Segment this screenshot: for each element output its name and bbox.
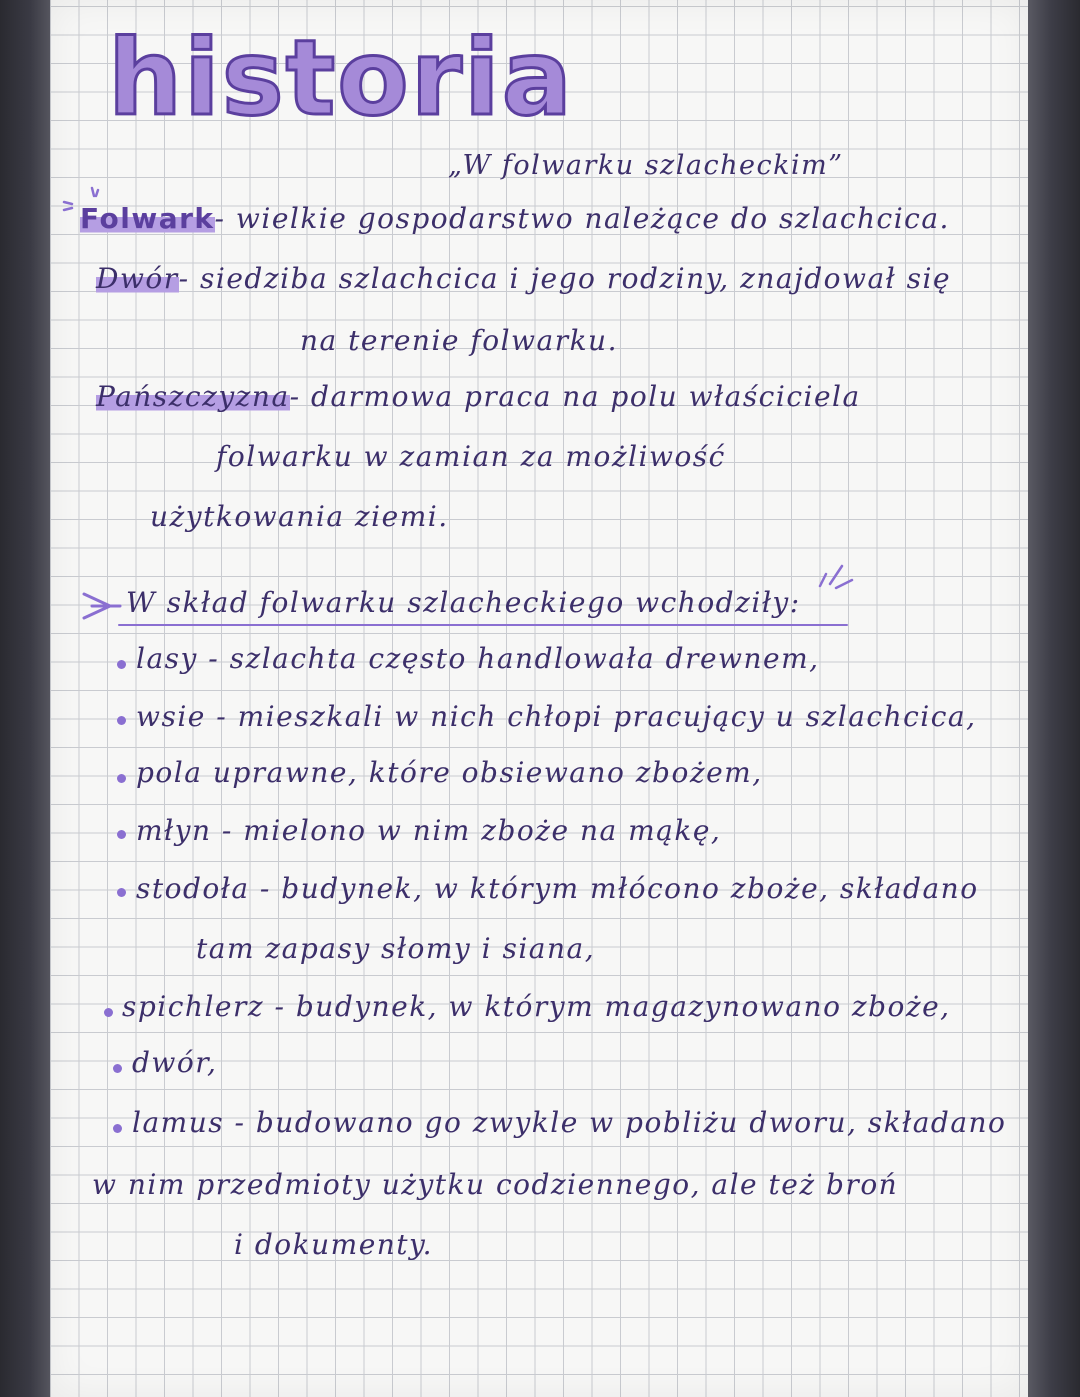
bullet-icon — [117, 774, 126, 783]
list-item-cont2: i dokumenty. — [234, 1228, 434, 1261]
bullet-icon — [117, 830, 126, 839]
background-left-edge — [0, 0, 50, 1397]
list-item: spichlerz - budynek, w którym magazynowano zboże, — [122, 990, 951, 1023]
section-heading-underline — [118, 624, 848, 626]
definition-panszczyzna-cont2: użytkowania ziemi. — [150, 500, 449, 533]
title-text: historia — [108, 17, 574, 139]
term-folwark: Folwark — [80, 202, 215, 235]
sparkle-icon — [812, 556, 856, 601]
bullet-icon — [104, 1008, 113, 1017]
definition-panszczyzna-text: - darmowa praca na polu właściciela — [289, 380, 861, 413]
list-item-cont: w nim przedmioty użytku codziennego, ale też broń — [92, 1168, 899, 1201]
term-dwor: Dwór — [96, 262, 179, 295]
subtitle: „W folwarku szlacheckim” — [448, 150, 844, 181]
page-title — [108, 18, 608, 138]
definition-panszczyzna — [96, 380, 861, 413]
bullet-icon — [113, 1124, 122, 1133]
list-item: lamus - budowano go zwykle w pobliżu dworu, składano — [132, 1106, 1007, 1139]
definition-folwark — [80, 202, 950, 235]
definition-dwor-cont: na terenie folwarku. — [300, 324, 618, 357]
background-right-edge — [1028, 0, 1080, 1397]
list-item: wsie - mieszkali w nich chłopi pracujący u szlachcica, — [136, 700, 977, 733]
section-heading: W skład folwarku szlacheckiego wchodziły: — [126, 586, 801, 619]
list-item-cont: tam zapasy słomy i siana, — [196, 932, 596, 965]
bullet-icon — [117, 660, 126, 669]
definition-dwor — [96, 262, 951, 295]
bullet-icon — [117, 716, 126, 725]
list-item: stodoła - budynek, w którym młócono zboże, składano — [136, 872, 979, 905]
term-panszczyzna: Pańszczyzna — [96, 380, 290, 413]
list-item: dwór, — [132, 1046, 218, 1079]
bullet-icon — [113, 1064, 122, 1073]
list-item: lasy - szlachta często handlowała drewnem, — [136, 642, 820, 675]
definition-panszczyzna-cont: folwarku w zamian za możliwość — [216, 440, 726, 473]
list-item: pola uprawne, które obsiewano zbożem, — [136, 756, 763, 789]
definition-dwor-text: - siedziba szlachcica i jego rodziny, znajdował się — [178, 262, 952, 295]
list-item: młyn - mielono w nim zboże na mąkę, — [136, 814, 722, 847]
bullet-icon — [117, 888, 126, 897]
definition-folwark-text: - wielkie gospodarstwo należące do szlachcica. — [214, 202, 950, 235]
